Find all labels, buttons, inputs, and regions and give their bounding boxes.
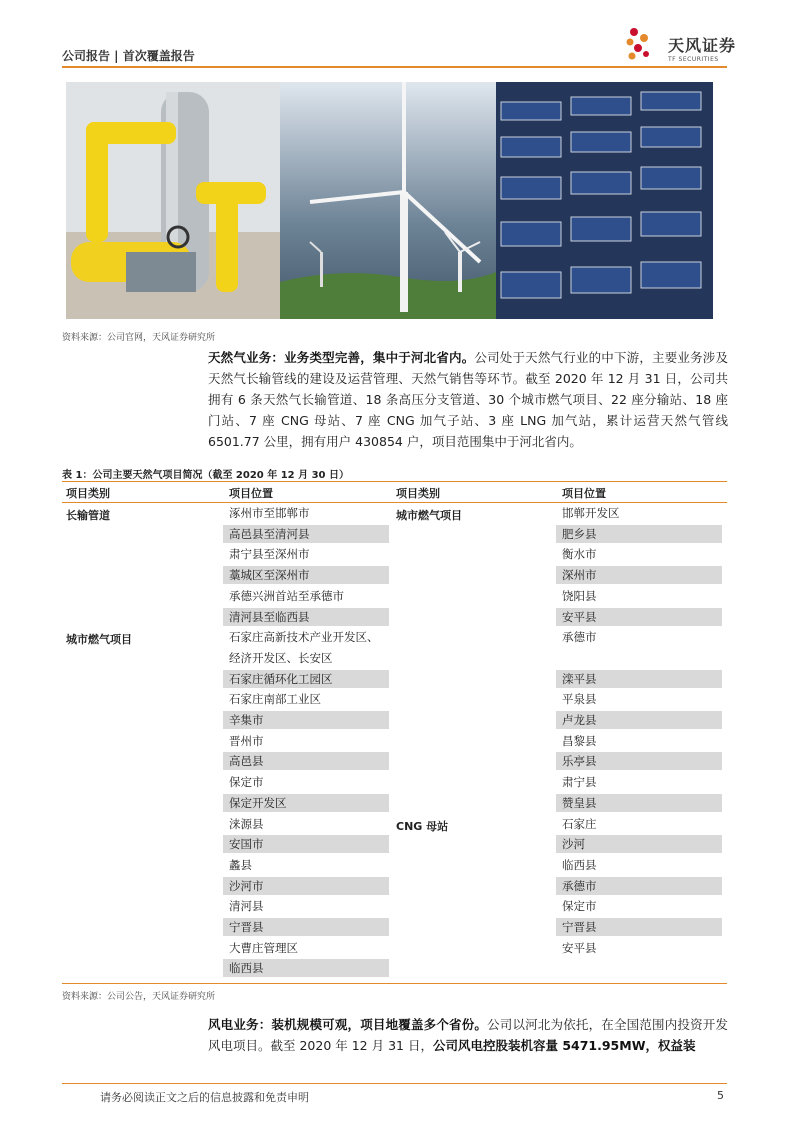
logo-cn-text: 天风证券	[668, 36, 737, 55]
table-cell: 宁晋县	[223, 918, 389, 936]
wind-power-lead: 风电业务：装机规模可观，项目地覆盖多个省份。	[208, 1017, 488, 1032]
footer-divider	[62, 1083, 727, 1084]
table-cell: 乐亭县	[556, 752, 722, 770]
table-cell: 石家庄南部工业区	[229, 692, 321, 707]
table-source: 资料来源：公司公告，天风证券研究所	[62, 992, 216, 1002]
table-cell: 石家庄循环化工园区	[223, 670, 389, 688]
logo-en-text: TF SECURITIES	[668, 56, 719, 63]
right-category-city-gas: 城市燃气项目	[396, 509, 462, 522]
table-cell: 赞皇县	[556, 794, 722, 812]
table-cell: 承德市	[562, 630, 597, 645]
table-cell: 石家庄高新技术产业开发区、	[229, 630, 379, 645]
table-cell: 涿州市至邯郸市	[229, 506, 310, 520]
table-cell: 肃宁县	[562, 775, 597, 790]
table-cell: 衡水市	[562, 547, 597, 562]
natural-gas-body: 公司处于天然气行业的中下游，主要业务涉及天然气长输管线的建设及运营管理、天然气销售等环节。截至 2020 年 12 月 31 日，公司共拥有 6 条天然气长输管道、18 条高压分支管道、30 个城市燃气项目、22 座分输站、18 座门站、7 座 CNG 母站、7 座 CNG 加气子站、3 座 LNG 加气站，累计运营天然气管线 6501.77 公里，拥有用户 430854 户，项目范围集中于河北省内。	[208, 350, 728, 449]
table-cell: 高邑县	[223, 752, 389, 770]
table-cell: 保定市	[229, 775, 264, 790]
table-cell: 藁城区至深州市	[223, 566, 389, 584]
wind-power-body: 公司以河北为依托，在全国范围内投资开发风电项目。截至 2020 年 12 月 31 日，	[208, 1017, 728, 1053]
table-cell: 清河县至临西县	[223, 608, 389, 626]
table-cell: 承德兴洲首站至承德市	[229, 588, 344, 603]
header-right-location: 项目位置	[562, 487, 606, 500]
table-cell: 卢龙县	[556, 711, 722, 729]
table-cell: 临西县	[562, 857, 597, 872]
table-cell: 辛集市	[223, 711, 389, 729]
table-cell: 涞源县	[229, 816, 264, 831]
table-cell: 蠡县	[229, 857, 252, 872]
table-cell: 保定市	[562, 899, 597, 914]
table-cell: 肃宁县至深州市	[229, 547, 310, 562]
table-cell: 昌黎县	[562, 733, 597, 748]
table-cell: 沙河	[556, 835, 722, 853]
table-cell: 滦平县	[556, 670, 722, 688]
header-right-category: 项目类别	[396, 487, 440, 500]
table-cell: 沙河市	[223, 877, 389, 895]
table-top-rule	[62, 481, 727, 482]
header-divider	[62, 66, 727, 68]
table-cell: 大曹庄管理区	[229, 940, 298, 955]
table-bottom-rule	[62, 983, 727, 984]
table-cell: 安平县	[562, 940, 597, 955]
table-cell: 宁晋县	[556, 918, 722, 936]
report-header-title: 公司报告 | 首次覆盖报告	[62, 49, 195, 63]
table-title: 表 1：公司主要天然气项目简况（截至 2020 年 12 月 30 日）	[62, 470, 349, 481]
wind-power-paragraph	[208, 1014, 728, 1056]
gas-pipeline-photo	[66, 82, 280, 319]
table-cell: 高邑县至清河县	[223, 525, 389, 543]
header-left-category: 项目类别	[66, 487, 110, 500]
wind-power-capacity: 公司风电控股装机容量 5471.95MW，权益装	[432, 1038, 696, 1053]
natural-gas-lead: 天然气业务：业务类型完善，集中于河北省内。	[208, 350, 475, 365]
table-cell: 清河县	[229, 899, 264, 914]
table-cell: 经济开发区、长安区	[229, 650, 333, 665]
table-cell: 肥乡县	[556, 525, 722, 543]
table-cell: 晋州市	[229, 733, 264, 748]
table-cell: 邯郸开发区	[562, 506, 620, 520]
page-number: 5	[717, 1089, 724, 1102]
left-category-city-gas: 城市燃气项目	[66, 633, 132, 646]
wind-turbine-photo	[280, 82, 496, 319]
natural-gas-paragraph	[208, 347, 728, 452]
left-category-pipeline: 长输管道	[66, 509, 110, 522]
photo-strip	[66, 82, 713, 319]
right-category-cng: CNG 母站	[396, 820, 449, 833]
table-cell: 临西县	[223, 959, 389, 977]
photo-source: 资料来源：公司官网，天风证券研究所	[62, 333, 216, 343]
table-cell: 深州市	[556, 566, 722, 584]
table-cell: 安国市	[223, 835, 389, 853]
table-cell: 石家庄	[562, 816, 597, 831]
table-cell: 饶阳县	[562, 588, 597, 603]
header-left-location: 项目位置	[229, 487, 273, 500]
table-cell: 承德市	[556, 877, 722, 895]
solar-panel-photo	[496, 82, 713, 319]
table-cell: 安平县	[556, 608, 722, 626]
table-cell: 平泉县	[562, 692, 597, 707]
table-cell: 保定开发区	[223, 794, 389, 812]
table-header-rule	[62, 502, 727, 503]
footer-disclaimer: 请务必阅读正文之后的信息披露和免责申明	[100, 1091, 309, 1104]
